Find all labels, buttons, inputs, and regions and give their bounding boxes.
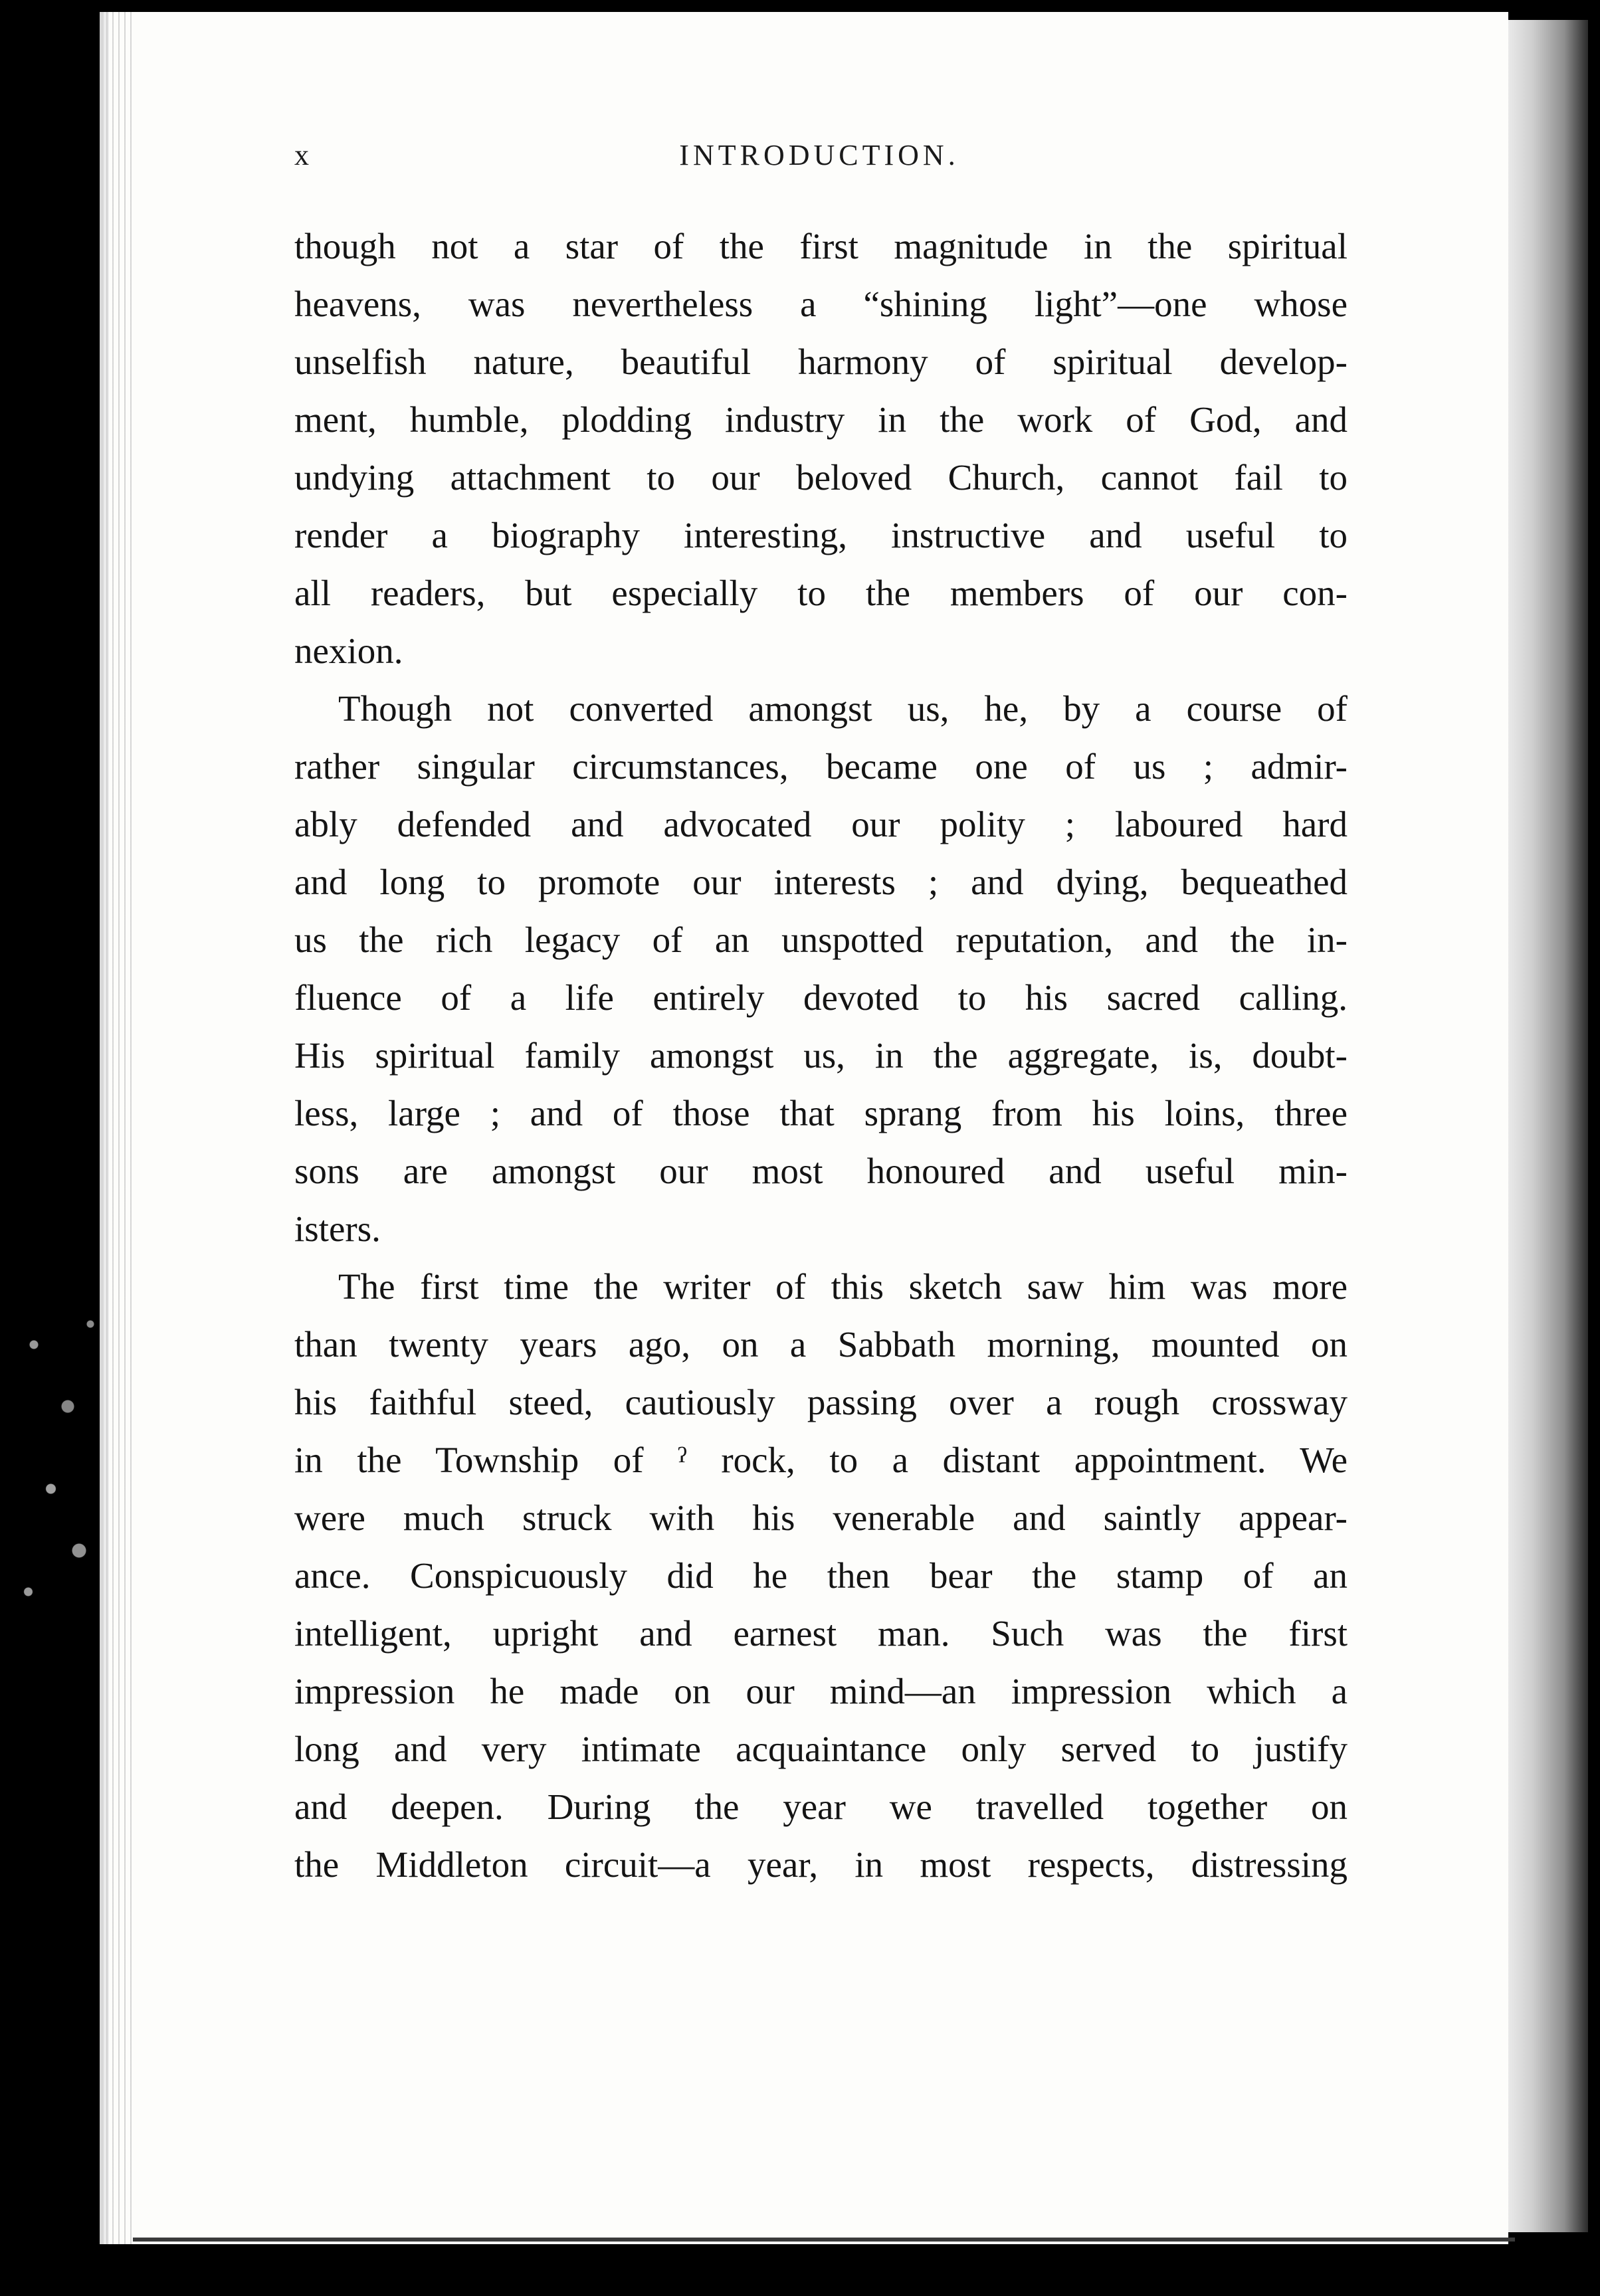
- running-head: INTRODUCTION.: [679, 139, 959, 171]
- body-text: [294, 217, 1348, 1893]
- text-line: though not a star of the first magnitude in the spiritual: [294, 226, 1348, 266]
- text-line: ment, humble, plodding industry in the work of God, and: [294, 399, 1348, 440]
- text-line: rather singular circumstances, became one of us ; admir-: [294, 746, 1348, 787]
- page-gutter-edges: [106, 12, 133, 2244]
- text-line: isters.: [294, 1208, 381, 1249]
- text-line: than twenty years ago, on a Sabbath morning, mounted on: [294, 1324, 1348, 1365]
- text-line: sons are amongst our most honoured and useful min-: [294, 1151, 1348, 1191]
- text-line: us the rich legacy of an unspotted reputation, and the in-: [294, 919, 1348, 960]
- page-stack-edge: [1508, 20, 1588, 2232]
- text-line: Though not converted amongst us, he, by a course of: [338, 688, 1348, 729]
- scan-border-speckle: [0, 1262, 113, 1674]
- text-line: nexion.: [294, 630, 403, 671]
- text-line: render a biography interesting, instructive and useful to: [294, 515, 1348, 555]
- text-line: all readers, but especially to the members of our con-: [294, 573, 1348, 613]
- text-line: in the Township of ˀ rock, to a distant appointment. We: [294, 1440, 1348, 1480]
- text-line: less, large ; and of those that sprang from his loins, three: [294, 1093, 1348, 1133]
- text-line: and long to promote our interests ; and dying, bequeathed: [294, 862, 1348, 902]
- text-line: heavens, was nevertheless a “shining light”—one whose: [294, 284, 1348, 324]
- text-line: the Middleton circuit—a year, in most respects, distressing: [294, 1844, 1348, 1885]
- text-line: his faithful steed, cautiously passing over a rough crossway: [294, 1382, 1348, 1422]
- text-line: were much struck with his venerable and saintly appear-: [294, 1497, 1348, 1538]
- text-line: The first time the writer of this sketch saw him was more: [338, 1266, 1348, 1307]
- text-line: fluence of a life entirely devoted to his sacred calling.: [294, 977, 1348, 1018]
- page-number: x: [294, 139, 310, 171]
- page-bottom-edge: [133, 2238, 1515, 2242]
- text-line: and deepen. During the year we travelled together on: [294, 1786, 1348, 1827]
- page-header: [294, 138, 1344, 191]
- text-line: ance. Conspicuously did he then bear the stamp of an: [294, 1555, 1348, 1596]
- text-line: unselfish nature, beautiful harmony of spiritual develop-: [294, 341, 1348, 382]
- text-line: undying attachment to our beloved Church, cannot fail to: [294, 457, 1348, 498]
- text-line: ably defended and advocated our polity ; laboured hard: [294, 804, 1348, 844]
- text-line: His spiritual family amongst us, in the aggregate, is, doubt-: [294, 1035, 1348, 1076]
- text-line: long and very intimate acquaintance only served to justify: [294, 1729, 1348, 1769]
- text-line: intelligent, upright and earnest man. Such was the first: [294, 1613, 1348, 1654]
- text-line: impression he made on our mind—an impression which a: [294, 1671, 1348, 1711]
